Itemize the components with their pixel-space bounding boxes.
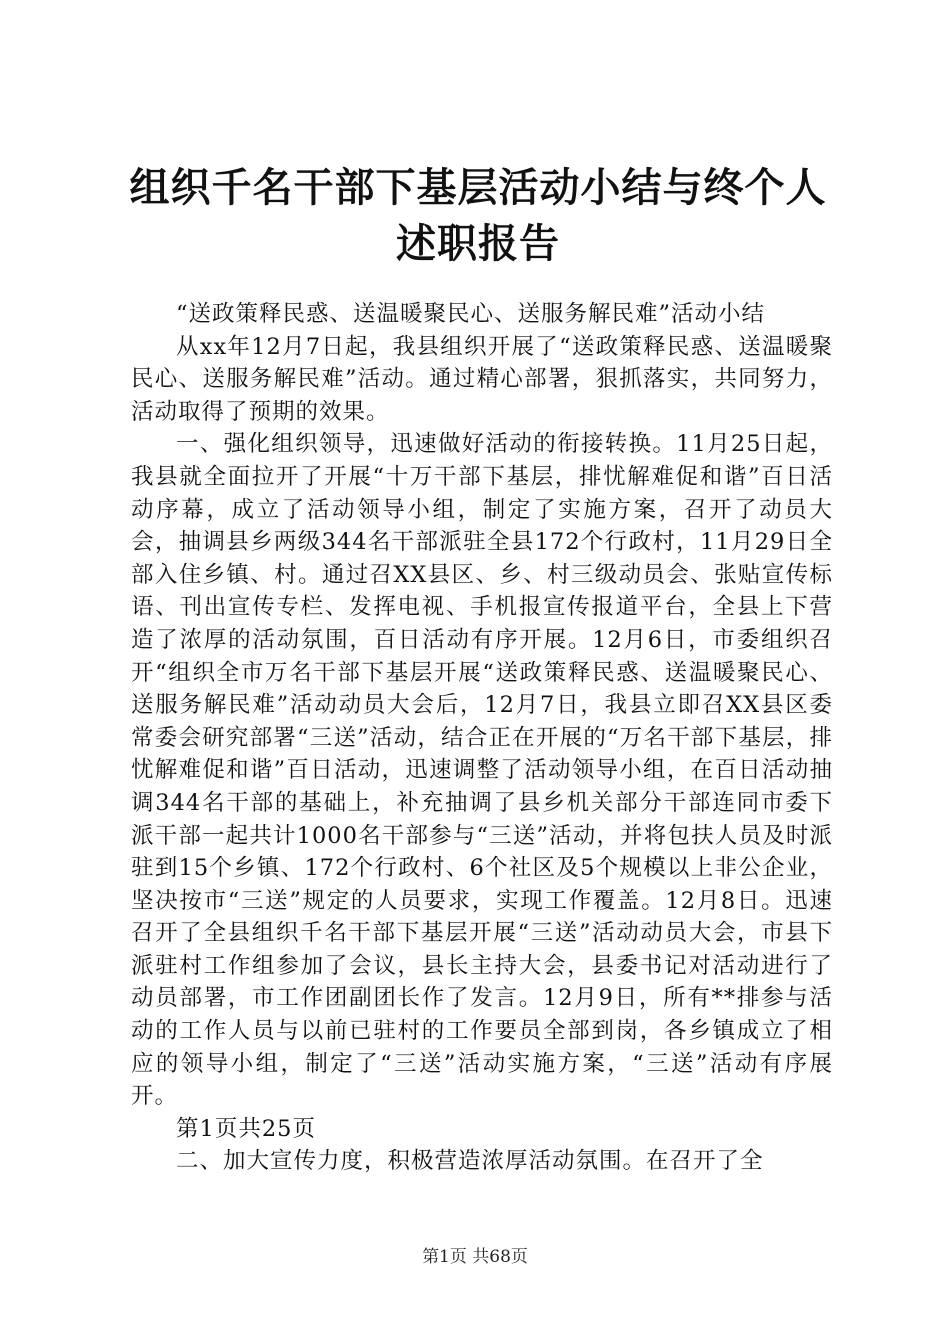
document-body bbox=[131, 298, 833, 1178]
paragraph-activity-summary-heading: “送政策释民惑、送温暖聚民心、送服务解民难”活动小结 bbox=[176, 301, 766, 327]
page-footer: 第1页 共68页 bbox=[422, 1247, 528, 1267]
paragraph-section-two: 二、加大宣传力度，积极营造浓厚活动氛围。在召开了全 bbox=[176, 1148, 764, 1175]
inline-page-marker: 第1页共25页 bbox=[176, 1115, 316, 1142]
paragraph-intro: 从xx年12月7日起，我县组织开展了“送政策释民惑、送温暖聚民心、送服务解民难”活动。通过精心部署，狠抓落实，共同努力，活动取得了预期的效果。 bbox=[131, 333, 833, 425]
paragraph-section-one: 一、强化组织领导，迅速做好活动的衔接转换。11月25日起，我县就全面拉开了开展“十万干部下基层，排忧解难促和谐”百日活动序幕，成立了活动领导小组，制定了实施方案，召开了动员大会，抽调县乡两级344名干部派驻全县172个行政村，11月29日全部入住乡镇、村。通过召XX县区、乡、村三级动员会、张贴宣传标语、刊出宣传专栏、发挥电视、手机报宣传报道平台，全县上下营造了浓厚的活动氛围，百日活动有序开展。12月6日，市委组织召开“组织全市万名干部下基层开展“送政策释民惑、送温暖聚民心、送服务解民难”活动动员大会后，12月7日，我县立即召XX县区委常委会研究部署“三送”活动，结合正在开展的“万名干部下基层，排忧解难促和谐”百日活动，迅速调整了活动领导小组，在百日活动抽调344名干部的基础上，补充抽调了县乡机关部分干部连同市委下派干部一起共计1000名干部参与“三送”活动，并将包扶人员及时派驻到15个乡镇、172个行政村、6个社区及5个规模以上非公企业，坚决按市“三送”规定的人员要求，实现工作覆盖。12月8日。迅速召开了全县组织千名干部下基层开展“三送”活动动员大会，市县下派驻村工作组参加了会议，县长主持大会，县委书记对活动进行了动员部署，市工作团副团长作了发言。12月9日，所有**排参与活动的工作人员与以前已驻村的工作要员全部到岗，各乡镇成立了相应的领导小组，制定了“三送”活动实施方案，“三送”活动有序展开。 bbox=[131, 431, 833, 1110]
document-title: 组织千名干部下基层活动小结与终个人述职报告 bbox=[129, 165, 827, 267]
